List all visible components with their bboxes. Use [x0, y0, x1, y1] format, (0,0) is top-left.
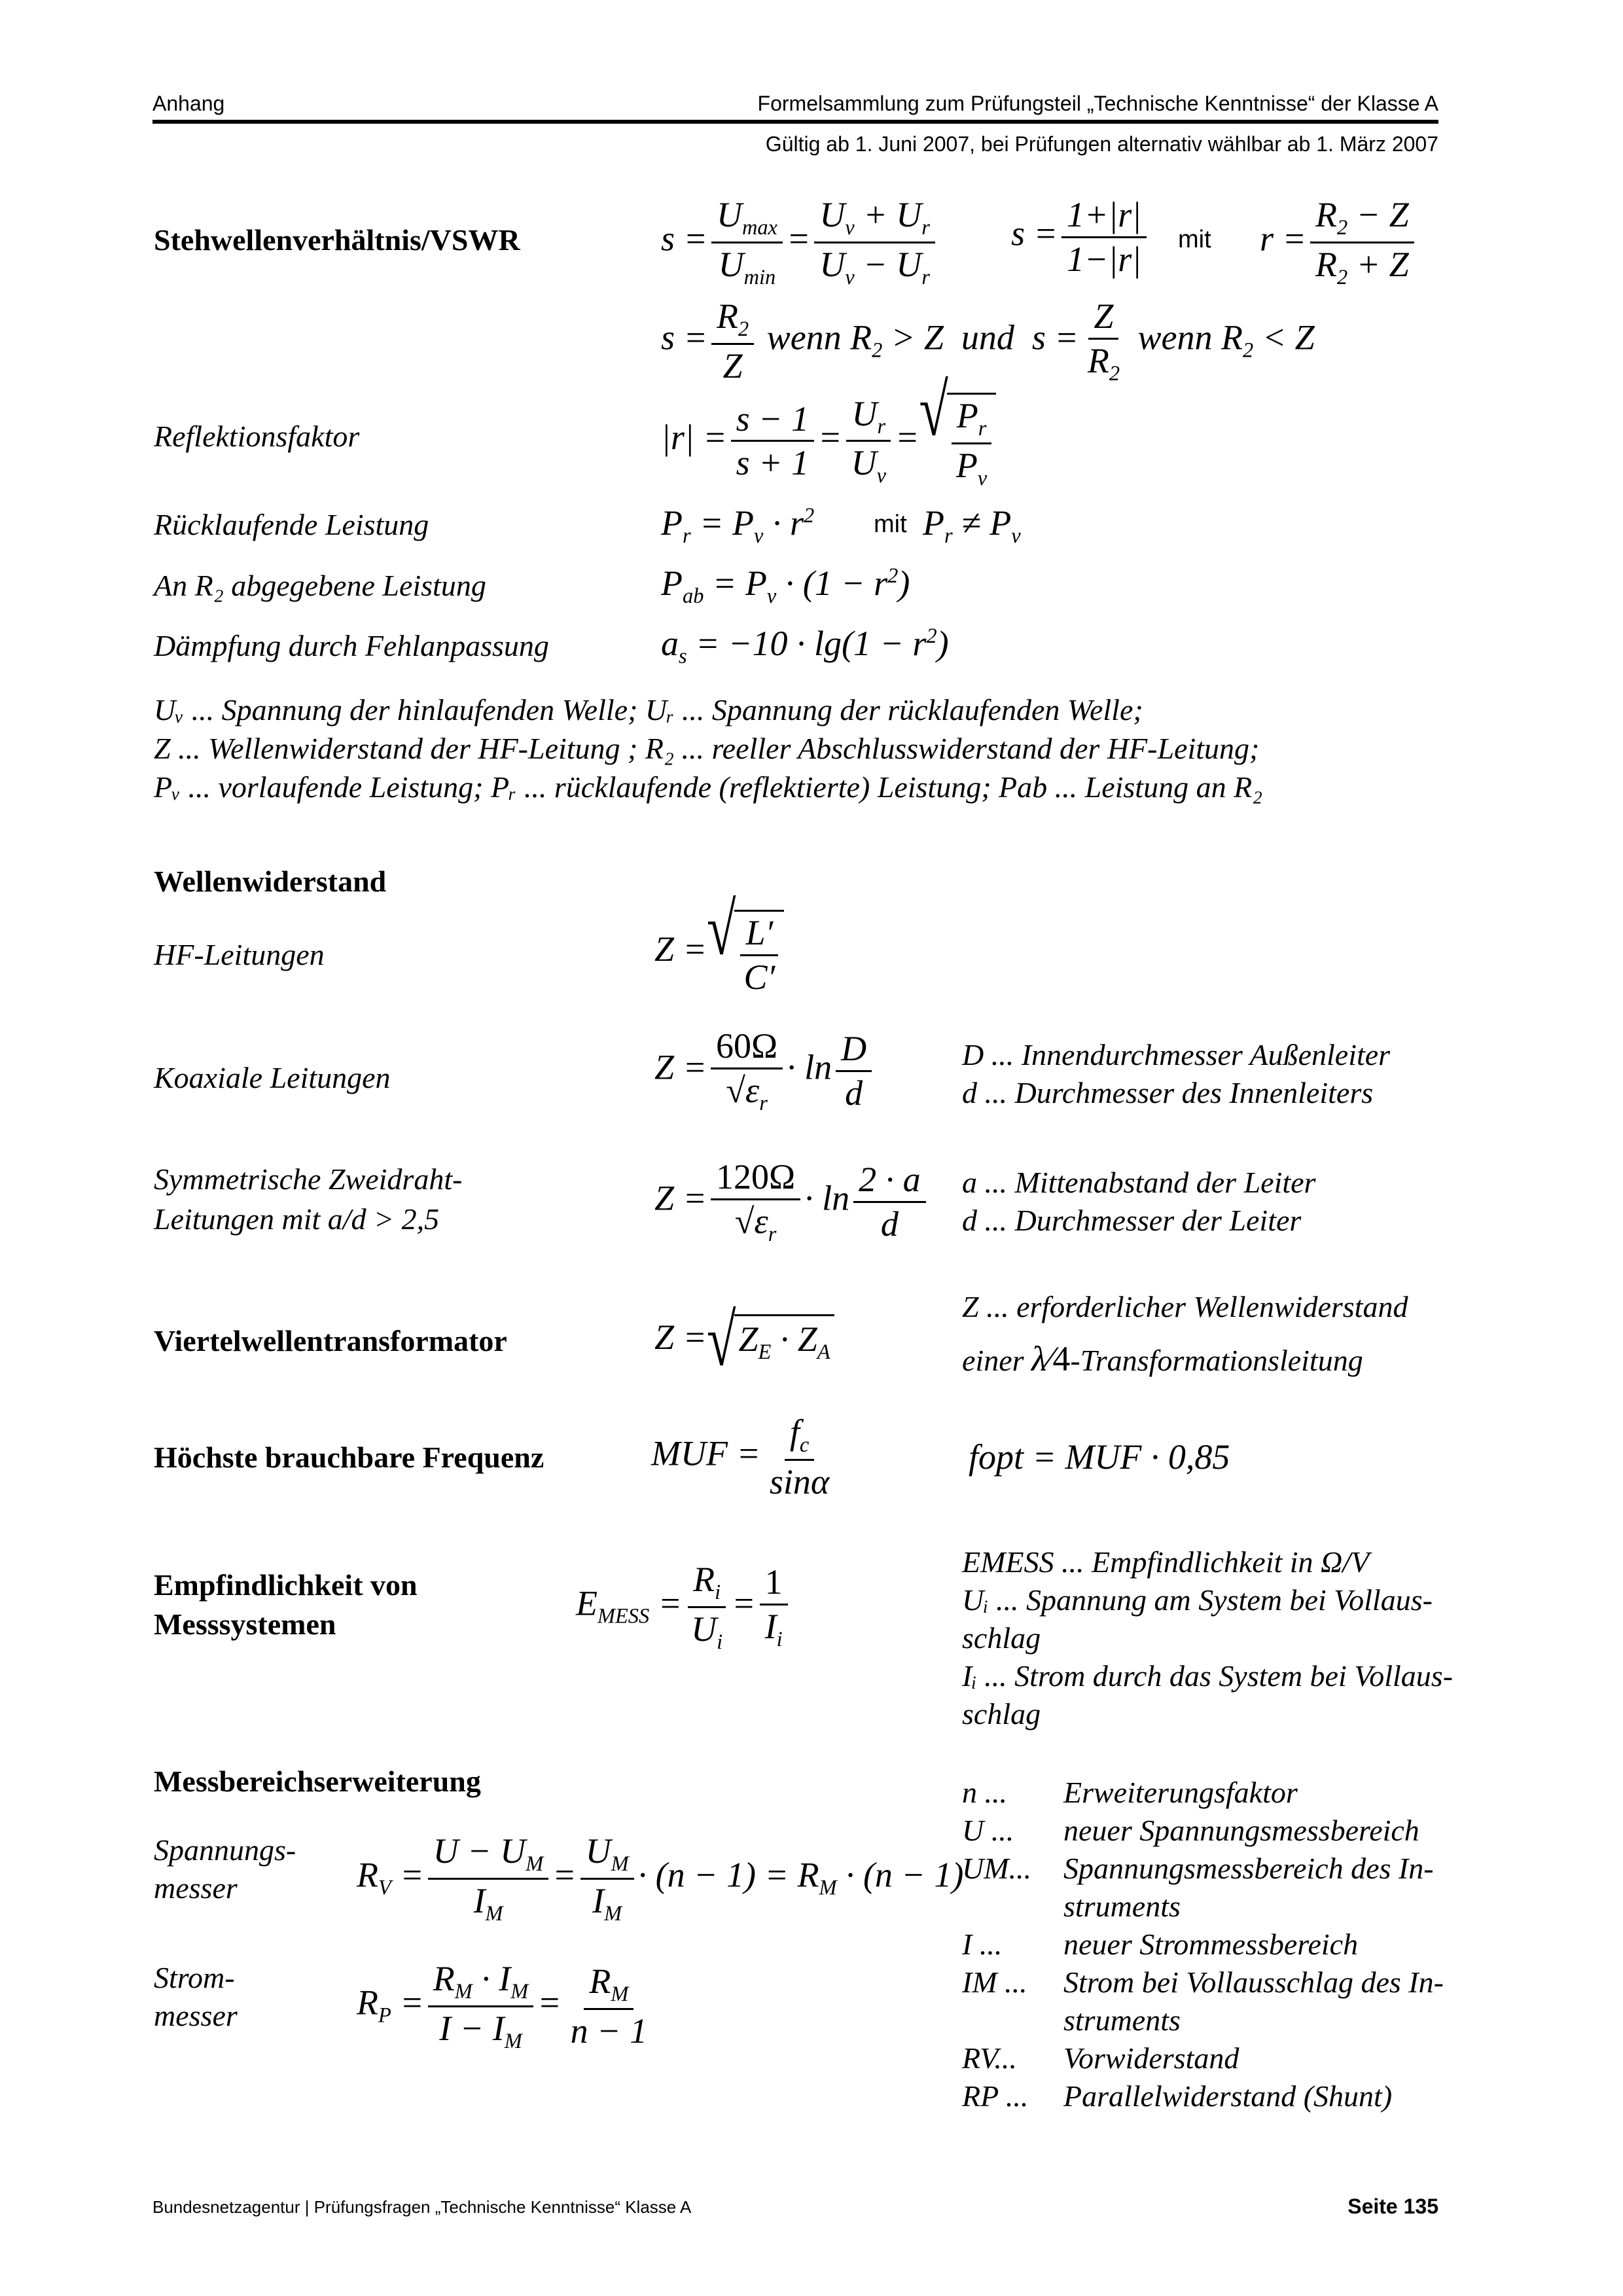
und: und [961, 317, 1014, 357]
mess-legend-key-1: n ... [962, 1776, 1007, 1809]
header-right: Formelsammlung zum Prüfungsteil „Technische Kenntnisse“ der Klasse A [757, 92, 1438, 115]
abgegeben-formula: $P_{ab} = P_v \cdot (1 - r^2)$ [661, 564, 910, 608]
mess-legend-val-4: struments [1063, 1890, 1181, 1923]
mess-legend-val-7: struments [1063, 2003, 1181, 2037]
empf-legend-3: schlag [962, 1621, 1041, 1655]
sym-legend-2: d ... Durchmesser der Leiter [962, 1204, 1302, 1237]
mess-title: Messbereichserweiterung [154, 1765, 481, 1798]
wenn-1: wenn [766, 317, 842, 357]
legend-line-2: Z ... Wellenwiderstand der HF-Leitung ; R₂ ... reeller Abschlusswiderstand der HF-Leitung; [154, 732, 1260, 765]
vswr-formula-1: s = $\frac{U_{max}}{U_{min}}$ = $\frac{U_v + U_r}{U_v - U_r}$ [661, 196, 939, 289]
wenn-2: wenn [1137, 317, 1213, 357]
vswr-formula-4: s = $\frac{R_2}{Z}$ wenn $R_2 > Z$ und s = $\frac{Z}{R_2}$ wenn $R_2 < Z$ [661, 296, 1315, 386]
empf-legend-5: schlag [962, 1697, 1041, 1731]
wellen-title: Wellenwiderstand [154, 865, 387, 898]
viertel-legend-2a: einer [962, 1344, 1024, 1377]
label-ruecklauf: Rücklaufende Leistung [154, 508, 429, 541]
footer-page: Seite 135 [1347, 2195, 1438, 2218]
vswr-title: Stehwellenverhältnis/VSWR [154, 223, 520, 257]
span-formula: $R_V$ = $\frac{U - U_M}{I_M}$ = $\frac{U_M}{I_M}$ · $(n - 1) = R_M \cdot (n - 1)$ [357, 1831, 964, 1926]
mess-legend-val-6: Strom bei Vollausschlag des In- [1063, 1965, 1444, 1999]
legend-line-1: Uᵥ ... Spannung der hinlaufenden Welle; Uᵣ ... Spannung der rücklaufenden Welle; [154, 693, 1143, 726]
sym-formula: Z = $\frac{120\Omega}{√\varepsilon_r}$ · ln $\frac{2 \cdot a}{d}$ [654, 1158, 930, 1246]
label-hf: HF-Leitungen [154, 938, 325, 971]
koax-formula: Z = $\frac{60\Omega}{√\varepsilon_r}$ · ln $\frac{D}{d}$ [654, 1028, 876, 1115]
sym-legend-1: a ... Mittenabstand der Leiter [962, 1166, 1316, 1199]
daempfung-formula: $a_s = -10 \cdot \lg(1 - r^2)$ [661, 624, 949, 668]
vswr-mit: mit [1178, 226, 1211, 253]
viertel-formula: Z = √ $Z_E \cdot Z_A$ [654, 1314, 834, 1367]
mess-legend-key-6: IM ... [962, 1965, 1027, 1999]
legend-line-3: Pᵥ ... vorlaufende Leistung; Pᵣ ... rücklaufende (reflektierte) Leistung; Pab ... Leistung an R₂ [154, 770, 1263, 804]
muf-title: Höchste brauchbare Frequenz [154, 1441, 544, 1474]
strom-label-2: messer [154, 1999, 238, 2032]
header-sub: Gültig ab 1. Juni 2007, bei Prüfungen alternativ wählbar ab 1. März 2007 [765, 132, 1438, 156]
mess-legend-val-8: Vorwiderstand [1063, 2041, 1240, 2075]
label-sym-1: Symmetrische Zweidraht- [154, 1162, 463, 1196]
strom-formula: $R_P$ = $\frac{R_M \cdot I_M}{I - I_M}$ = $\frac{R_M}{n - 1}$ [357, 1959, 648, 2053]
viertel-legend-2b: -Transformationsleitung [1070, 1344, 1363, 1377]
footer-left: Bundesnetzagentur | Prüfungsfragen „Technische Kenntnisse“ Klasse A [152, 2197, 692, 2217]
ruecklauf-cond: $P_r \ne P_v$ [923, 503, 1021, 548]
label-koax: Koaxiale Leitungen [154, 1061, 391, 1094]
mess-legend-val-1: Erweiterungsfaktor [1063, 1776, 1298, 1809]
vswr-formula-2: s = $\frac{1+|r|}{1-|r|}$ [1011, 196, 1150, 278]
mess-legend-val-5: neuer Strommessbereich [1063, 1928, 1359, 1961]
reflektion-formula: |r| = $\frac{s - 1}{s + 1}$ = $\frac{U_r}{U_v}$ = √ $\frac{P_r}{P_v}$ [661, 393, 996, 490]
strom-label-1: Strom- [154, 1961, 235, 1994]
viertel-legend-2: einer λ⁄4-Transformationsleitung [962, 1339, 1363, 1378]
ruecklauf-formula: $P_r = P_v \cdot r^2$ [661, 503, 815, 548]
koax-legend-1: D ... Innendurchmesser Außenleiter [962, 1038, 1391, 1071]
empf-legend-2: Uᵢ ... Spannung am System bei Vollaus- [962, 1583, 1433, 1617]
mess-legend-key-2: U ... [962, 1814, 1014, 1847]
koax-legend-2: d ... Durchmesser des Innenleiters [962, 1076, 1374, 1109]
mess-legend-val-2: neuer Spannungsmessbereich [1063, 1814, 1419, 1847]
span-label-2: messer [154, 1871, 238, 1905]
empf-title-2: Messsystemen [154, 1607, 336, 1641]
fopt-formula: fopt = MUF · 0,85 [969, 1437, 1230, 1477]
mess-legend-key-5: I ... [962, 1928, 1003, 1961]
empf-title-1: Empfindlichkeit von [154, 1568, 418, 1602]
muf-formula: MUF = $\frac{f_c}{\sin\alpha}$ [651, 1412, 830, 1501]
ruecklauf-mit: mit [874, 511, 907, 538]
label-sym-2: Leitungen mit a/d > 2,5 [154, 1202, 440, 1236]
label-reflektion: Reflektionsfaktor [154, 420, 360, 453]
vswr-formula-3: r = $\frac{R_2 - Z}{R_2 + Z}$ [1260, 196, 1418, 289]
mess-legend-val-9: Parallelwiderstand (Shunt) [1063, 2079, 1393, 2113]
empf-formula: $E_{MESS}$ = $\frac{R_i}{U_i}$ = $\frac{1}{I_i}$ [576, 1561, 792, 1653]
header-rule [152, 120, 1438, 124]
empf-legend-1: EMESS ... Empfindlichkeit in Ω/V [962, 1545, 1370, 1579]
mess-legend-key-8: RV... [962, 2041, 1017, 2075]
span-label-1: Spannungs- [154, 1833, 296, 1867]
header-left: Anhang [152, 92, 225, 115]
empf-legend-4: Iᵢ ... Strom durch das System bei Vollaus- [962, 1659, 1454, 1693]
hf-formula: Z = √ $\frac{L'}{C'}$ [654, 910, 784, 996]
mess-legend-val-3: Spannungsmessbereich des In- [1063, 1852, 1434, 1885]
mess-legend-key-3: UM... [962, 1852, 1032, 1885]
viertel-title: Viertelwellentransformator [154, 1324, 507, 1357]
label-abgegeben: An R₂ abgegebene Leistung [154, 569, 486, 602]
viertel-legend-1: Z ... erforderlicher Wellenwiderstand [962, 1290, 1408, 1323]
label-daempfung: Dämpfung durch Fehlanpassung [154, 629, 549, 662]
mess-legend-key-9: RP ... [962, 2079, 1029, 2113]
